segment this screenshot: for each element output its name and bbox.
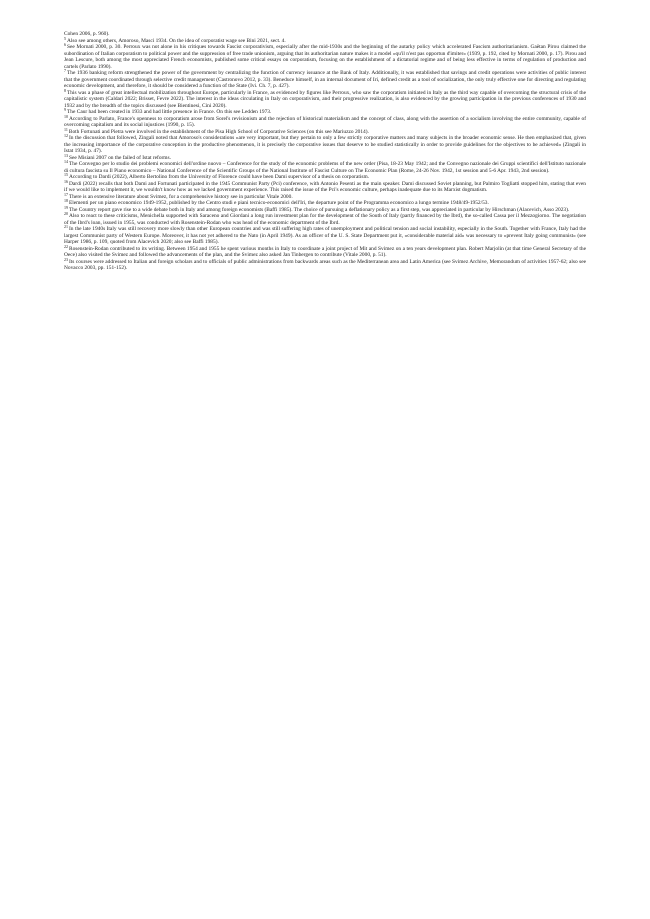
footnote — [64, 243, 586, 259]
footnote-text: Its courses were addressed to Italian and foreign scholars and to officials of public administrations from backwards areas such as the Mediterranean area and Latin America (see Svimez Archive, Memorandum of activities 1957-62; also see Novacco 2003, pp. 151-152). — [64, 258, 586, 271]
footnote-text: Cohen 2006, p. 960). — [64, 31, 110, 37]
footnote-mark: 9 — [64, 107, 66, 113]
footnote-mark: 14 — [64, 159, 68, 165]
footnote-mark: 20 — [64, 211, 68, 217]
footnote-mark: 6 — [64, 42, 66, 48]
footnote-mark: 22 — [64, 243, 68, 249]
footnote-mark: 10 — [64, 113, 68, 119]
footnote-mark: 5 — [64, 35, 66, 41]
footnote-mark: 12 — [64, 133, 68, 139]
footnote-mark: 16 — [64, 178, 68, 184]
footnote-text: See Mornati 2000, p. 30. Perroux was not alone in his critiques towards Fascist corporativism, especially after the mid-1930s and the beginning of the autarky policy which accelerated Fascism authoritarianism. Gaëtan Pirou claimed the subordination of Italian corporatism to political power and the suppression of free trade unionism, arguing that its authoritarian nature makes it a model «qu'il n'est pas opportun d'imiter» (1939, p. 192, cited by Mornati 2000, p. 17). Pirou and Jean Lescure, both among the most appreciated French economists, published some critical essays on corporatism, focusing on the establishment of a dictatorial regime and of being less effective in terms of regulation of production and cartels (Parlato 1990). — [64, 44, 586, 70]
footnote — [64, 44, 586, 70]
footnote-text: In the late 1940s Italy was still recovery more slowly than other European countries and was still suffering high rates of unemployment and political tension and social instability, especially in the South. Together with France, Italy had the largest Communist party of Western Europe. Moreover, it has not yet adhered to the Nato (in April 1949). As an officer of the U. S. State Department put it, «considerable material aid» was necessary to «prevent Italy going communist» (see Harper 1986, p. 109, quoted from Alacevich 2020; also see Baffi 1985). — [64, 226, 586, 245]
footnote-text: There is an extensive literature about Svimez, for a comprehensive history see in particular Vitale 2000. — [69, 193, 293, 200]
footnote — [64, 70, 586, 90]
footnote-text: According to Parlato, France's openness to corporatism arose from Sorel's revisionism and the rejection of historical materialism and the concept of class, along with the assertion of a socialism involving the entire community, capable of overcoming capitalism and its social injustices (1990, p. 15). — [64, 115, 586, 128]
footnote-text: Both Fortunati and Pietra were involved in the establishment of the Pisa High School of Corporative Sciences (on this see Mariuzzo 2014). — [68, 128, 369, 135]
footnote-mark: 8 — [64, 87, 66, 93]
footnote-text: In the discussion that followed, Zingali noted that Amoroso's considerations «are very important, but they pertain to only a few strictly corporative matters and many subjects in the broader economic sense. He then emphasized that, given the increasing importance of the corporative conception in the productive phenomenon, it is precisely the corporative issues that deserve to be studied statistically in order to provide guidelines for the objectives to be achieved» (Zingali in Istat 1934, p. 47). — [64, 135, 586, 154]
footnote-text: Elementi per un piano economico 1949-1952, published by the Centro studi e piani tecnico-economici dell'Iri, the departure point of the Programma economico a lungo termine 1948/49-1952/53. — [69, 200, 489, 206]
footnote-mark: 13 — [64, 152, 68, 158]
footnote-mark: 15 — [64, 172, 68, 178]
footnote-text: See Misiani 2007 on the failed of Istat reforms. — [69, 154, 171, 161]
footnote-text: The Convegno per lo studio dei problemi economici dell'ordine nuovo – Conference for the study of the economic problems of the new order (Pisa, 18-23 May 1942; and the Convegno nazionale dei Gruppi scientifici dell'Istituto nazionale di cultura fascista su Il Piano economico – National Conference of the Scientific Groups of the National Institute of Fascist Culture on The Economic Plan (Rome, 24-26 Nov. 1942, 1st session and 5-6 Apr. 1943, 2nd session). — [64, 161, 586, 174]
footnote-mark: 11 — [64, 126, 68, 132]
footnote-text: Dardi (2022) recalls that both Dami and Fortunati participated in the 1945 Communist Party (Pci) conference, with Antonio Pesenti as the main speaker. Dami discussed Soviet planning, but Palmiro Togliatti stopped him, stating that even if we would like to implement it, we wouldn't know how as we lacked government experience. This raised the issue of the Pci's economic culture, perhaps inadequate due to its Marxist dogmatism. — [64, 180, 586, 193]
footnote-text: This was a phase of great intellectual mobilization throughout Europe, particularly in France, as evidenced by figures like Perroux, who saw the corporatism initiated in Italy as the third way capable of overcoming the structural crisis of the capitalistic system (Caldari 2022; Brisset, Fevre 2022). The interest in the ideas circulating in Italy on corporativism, and their progressive realization, is also evidenced by the growing participation in the previous conferences of 1930 and 1932 and by the breadth of the topics discussed (see Bientinesi, Cini 2020). — [64, 89, 586, 109]
footnote-text: Also see among others, Amoroso, Masci 1934. On the idea of corporatist wage see Bini 2021, sect. 4. — [67, 37, 286, 44]
footnote-mark: 7 — [64, 68, 66, 74]
footnote-mark: 21 — [64, 224, 68, 230]
footnote — [64, 135, 586, 155]
footnote-mark: 19 — [64, 204, 68, 210]
footnote-text: Also to react to these criticisms, Menichella supported with Saraceno and Giordani a long run investment plan for the development of the South of Italy (partly financed by the Ibrd), the so-called Cassa per il Mezzogiorno. The negotiation of the Ibrd's loan, issued in 1955, was conducted with Rosenstein-Rodan who was head of the economic department of the Ibrd. — [64, 213, 586, 226]
footnote — [64, 226, 586, 246]
footnote-text: Rosenstein-Rodan contributed to its writing. Between 1954 and 1955 he spent various months in Italy to coordinate a joint project of Mit and Svimez on a ten years development plan. Robert Marjolin (at that time General Secretary of the Oece) also visited the Svimez and followed the advancements of the plan, and the Svimez also asked Jan Tinbergen to contribute (Vitale 2000, p. 51). — [64, 245, 586, 258]
footnote — [64, 178, 586, 194]
footnote-text: The 1936 banking reform strengthened the power of the government by centralizing the function of currency issuance at the Bank of Italy. Additionally, it was established that savings and credit operations were activities of public interest that the government coordinated through selective credit management (Castronovo 2012, p. 33). Beneduce himself, in an internal document of Iri, defined credit as a tool of socialization, the only truly effective one for directing and regulating economic development, and therefore, it should be considered a function of the State (Ivi. Ch. 7, p. 427). — [64, 70, 586, 89]
footnotes-page — [64, 31, 586, 272]
footnote-mark: 18 — [64, 198, 68, 204]
footnote — [64, 256, 586, 272]
footnote-mark: 23 — [64, 256, 68, 262]
footnote-text: The Country report gave rise to a wide debate both in Italy and among foreign economists (Baffi 1985). The choice of pursuing a deflationary policy as a first step, was appreciated in particular by Hirschman (Alacevich, Asso 2023). — [69, 206, 570, 213]
footnote-mark: 17 — [64, 191, 68, 197]
footnote — [64, 213, 586, 226]
footnote-text: The Caur had been created in 1933 and had little presence in France. On this see Ledden 1973. — [67, 109, 272, 115]
footnote — [64, 113, 586, 129]
footnote-text: According to Dardi (2022), Alberto Bertolino from the University of Florence could have been Dami supervisor of a thesis on corporatism. — [69, 174, 370, 180]
footnote — [64, 161, 586, 174]
